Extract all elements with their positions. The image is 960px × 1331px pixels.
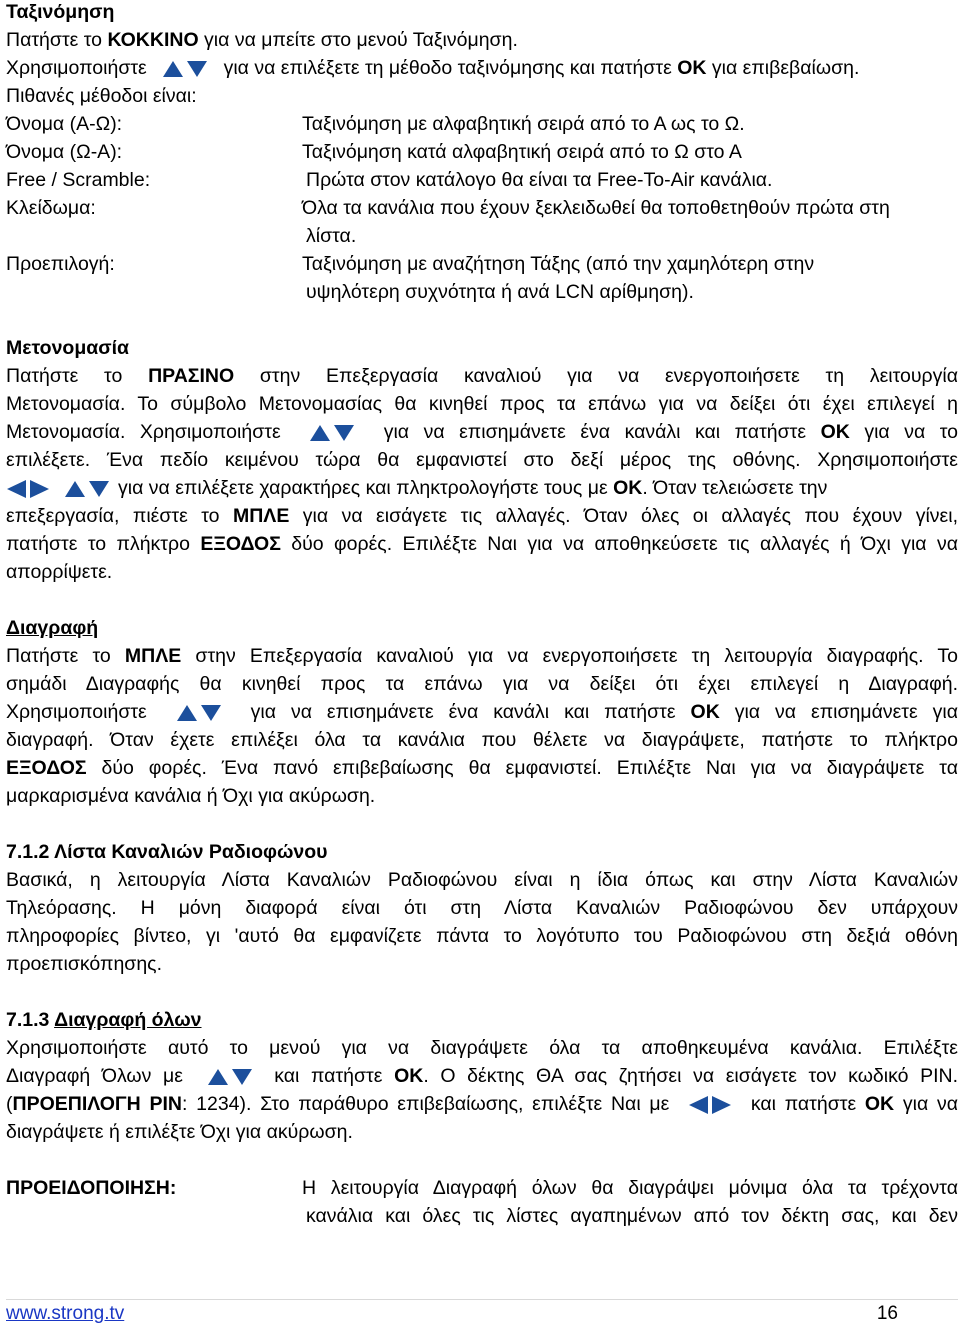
delete-line-1: Πατήστε το ΜΠΛΕ στην Επεξεργασία καναλιού για να ενεργοποιήσετε τη λειτουργία διαγραφής. Το [6, 645, 958, 667]
rename-line-5: για να επιλέξετε χαρακτήρες και πληκτρολογήστε τους με OK. Όταν τελειώσετε την [6, 474, 958, 502]
warning-label: ΠΡΟΕΙΔΟΠΟΙΗΣΗ: [6, 1177, 177, 1199]
delete-line-5: ΕΞΟΔΟΣ δύο φορές. Ένα πανό επιβεβαίωσης θα εμφανιστεί. Επιλέξτε Ναι για να διαγράψετε τα [6, 757, 958, 779]
delete-heading: Διαγραφή [6, 617, 99, 639]
footer-divider [6, 1299, 958, 1300]
sort-method-row: Όνομα (Α-Ω): Ταξινόμηση με αλφαβητική σειρά από το Α ως το Ω. [6, 113, 745, 135]
delete-line-3: Χρησιμοποιήστε για να επισημάνετε ένα κανάλι και πατήστε OK για να επισημάνετε για [6, 701, 959, 723]
warning-line-1: Η λειτουργία Διαγραφή όλων θα διαγράψει μόνιμα όλα τα τρέχοντα [302, 1177, 958, 1199]
green-key: ΠΡΑΣΙΝΟ [148, 365, 235, 387]
sort-method-row: Κλείδωμα: Όλα τα κανάλια που έχουν ξεκλειδωθεί θα τοποθετηθούν πρώτα στη [6, 197, 890, 219]
rename-line-8: απορρίψετε. [6, 561, 113, 583]
radio-line-2: Τηλεόρασης. Η μόνη διαφορά είναι ότι στη Λίστα Καναλιών Ραδιοφώνου δεν υπάρχουν [6, 897, 958, 919]
left-right-arrows-icon [6, 479, 50, 499]
radio-list-heading: 7.1.2 Λίστα Καναλιών Ραδιοφώνου [6, 841, 328, 863]
sort-line-2: Χρησιμοποιήστε για να επιλέξετε τη μέθοδο ταξινόμησης και πατήστε OK για επιβεβαίωση. [6, 57, 860, 79]
rename-line-4: επιλέξετε. Ένα πεδίο κειμένου τώρα θα εμφανιστεί στο δεξί μέρος της οθόνης. Χρησιμοποιήστε [6, 449, 958, 471]
rename-line-6: επεξεργασία, πιέστε το ΜΠΛΕ για να εισάγετε τις αλλαγές. Όταν όλες οι αλλαγές που έχουν γίνει, [6, 505, 958, 527]
red-key: ΚΟΚΚΙΝΟ [107, 29, 199, 51]
radio-line-1: Βασικά, η λειτουργία Λίστα Καναλιών Ραδιοφώνου είναι η ίδια όπως και στην Λίστα Καναλιών [6, 869, 958, 891]
delete-all-heading: 7.1.3 Διαγραφή όλων [6, 1009, 202, 1031]
page-number: 16 [876, 1303, 898, 1324]
delete-all-line-4: διαγράψετε ή επιλέξτε Όχι για ακύρωση. [6, 1121, 353, 1143]
blue-key: ΜΠΛΕ [232, 505, 290, 527]
rename-line-1: Πατήστε το ΠΡΑΣΙΝΟ στην Επεξεργασία καναλιού για να ενεργοποιήσετε τη λειτουργία [6, 365, 958, 387]
rename-line-2: Μετονομασία. Το σύμβολο Μετονομασίας θα κινηθεί προς τα επάνω για να δείξει ότι έχει επιλεγεί η [6, 393, 958, 415]
delete-all-line-1: Χρησιμοποιήστε αυτό το μενού για να διαγράψετε όλα τα αποθηκευμένα κανάλια. Επιλέξτε [6, 1037, 958, 1059]
up-down-arrows-icon [207, 1067, 253, 1087]
rename-heading: Μετονομασία [6, 337, 129, 359]
sort-line-1: Πατήστε το ΚΟΚΚΙΝΟ για να μπείτε στο μενού Ταξινόμηση. [6, 29, 518, 51]
sort-method-row: Free / Scramble: Πρώτα στον κατάλογο θα είναι τα Free-To-Air κανάλια. [6, 169, 773, 191]
delete-line-4: διαγραφή. Όταν έχετε επιλέξει όλα τα κανάλια που θέλετε να διαγράψετε, πατήστε το πλήκτρο [6, 729, 958, 751]
exit-key: ΕΞΟΔΟΣ [6, 757, 87, 779]
rename-line-3: Μετονομασία. Χρησιμοποιήστε για να επισημάνετε ένα κανάλι και πατήστε OK για να το [6, 421, 959, 443]
delete-line-6: μαρκαρισμένα κανάλια ή Όχι για ακύρωση. [6, 785, 376, 807]
radio-line-3: πληροφορίες βίντεο, γι 'αυτό θα εμφανίζετε πάντα το λογότυπο του Ραδιοφώνου στη δεξιά οθόνη [6, 925, 958, 947]
warning-line-2: κανάλια και όλες τις λίστες αγαπημένων από τον δέκτη σας, και δεν [306, 1205, 958, 1227]
sort-method-row-cont: λίστα. [306, 225, 357, 247]
sort-method-row: Όνομα (Ω-Α): Ταξινόμηση κατά αλφαβητική σειρά από το Ω στο Α [6, 141, 742, 163]
up-down-arrows-icon [162, 59, 208, 79]
up-down-arrows-icon [309, 423, 355, 443]
delete-all-line-3: (ΠΡΟΕΠΙΛΟΓΗ PIN: 1234). Στο παράθυρο επιβεβαίωσης, επιλέξτε Ναι με και πατήστε OK για να [6, 1093, 959, 1115]
exit-key: ΕΞΟΔΟΣ [200, 533, 281, 555]
sort-method-row: Προεπιλογή: Ταξινόμηση με αναζήτηση Τάξης (από την χαμηλότερη στην [6, 253, 815, 275]
sort-method-row-cont: υψηλότερη συχνότητα ή ανά LCN αρίθμηση). [306, 281, 694, 303]
rename-line-7: πατήστε το πλήκτρο ΕΞΟΔΟΣ δύο φορές. Επιλέξτε Ναι για να αποθηκεύσετε τις αλλαγές ή Όχι για να [6, 533, 958, 555]
delete-all-line-2: Διαγραφή Όλων με και πατήστε OK. Ο δέκτης ΘΑ σας ζητήσει να εισάγετε τον κωδικό PIN. [6, 1065, 959, 1087]
sort-heading: Ταξινόμηση [6, 1, 115, 23]
website-link[interactable]: www.strong.tv [6, 1303, 125, 1324]
blue-key: ΜΠΛΕ [124, 645, 182, 667]
up-down-arrows-icon [176, 703, 222, 723]
delete-line-2: σημάδι Διαγραφής θα κινηθεί προς τα επάνω για να δείξει ότι έχει επιλεγεί η Διαγραφή. [6, 673, 958, 695]
left-right-arrows-icon [688, 1095, 732, 1115]
up-down-arrows-icon [64, 479, 110, 499]
radio-line-4: προεπισκόπησης. [6, 953, 162, 975]
sort-line-3: Πιθανές μέθοδοι είναι: [6, 85, 197, 107]
